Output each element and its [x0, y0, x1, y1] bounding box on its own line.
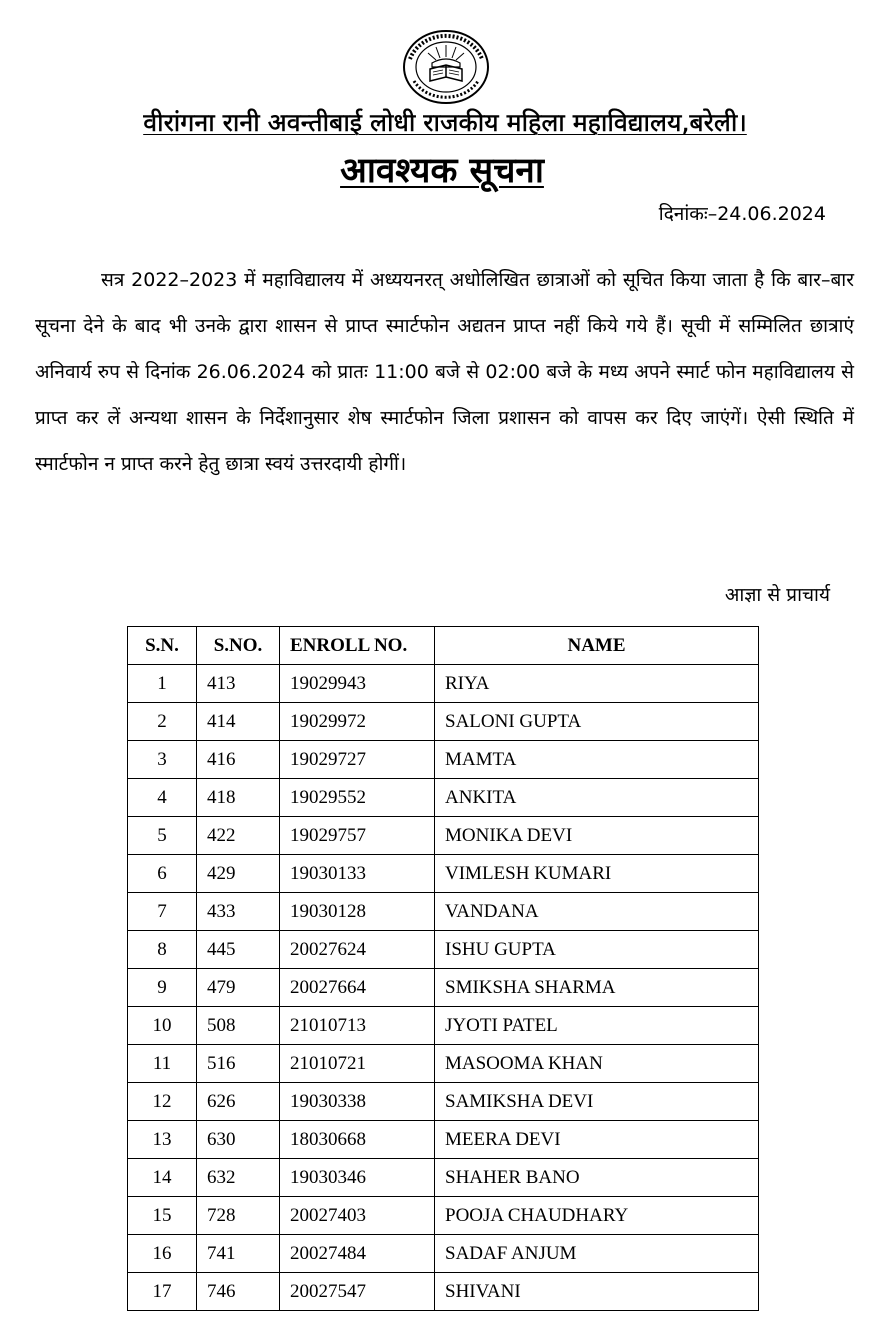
cell-enroll-no: 18030668 [280, 1121, 435, 1159]
cell-enroll-no: 20027403 [280, 1197, 435, 1235]
cell-sn: 16 [128, 1235, 197, 1273]
header-name: NAME [435, 627, 759, 665]
cell-name: ANKITA [435, 779, 759, 817]
cell-enroll-no: 19029757 [280, 817, 435, 855]
cell-name: ISHU GUPTA [435, 931, 759, 969]
cell-sno: 422 [197, 817, 280, 855]
college-name [60, 106, 830, 140]
table-header-row [128, 627, 759, 665]
cell-sno: 626 [197, 1083, 280, 1121]
cell-sn: 4 [128, 779, 197, 817]
cell-enroll-no: 19030128 [280, 893, 435, 931]
cell-sno: 508 [197, 1007, 280, 1045]
table-row [128, 893, 759, 931]
cell-enroll-no: 19030346 [280, 1159, 435, 1197]
cell-sno: 413 [197, 665, 280, 703]
table-row [128, 1159, 759, 1197]
cell-sn: 5 [128, 817, 197, 855]
cell-name: SADAF ANJUM [435, 1235, 759, 1273]
cell-name: VANDANA [435, 893, 759, 931]
cell-name: MASOOMA KHAN [435, 1045, 759, 1083]
table-row [128, 1007, 759, 1045]
cell-sn: 3 [128, 741, 197, 779]
cell-name: SHIVANI [435, 1273, 759, 1311]
notice-paragraph: सत्र 2022–2023 में महाविद्यालय में अध्ययनरत् अधोलिखित छात्राओं को सूचित किया जाता है कि बार–बार सूचना देने के बाद भी उनके द्वारा शासन से प्राप्त स्मार्टफोन अद्यतन प्राप्त नहीं किये गये हैं। सूची में सम्मिलित छात्राएं अनिवार्य रुप से दिनांक 26.06.2024 को प्रातः 11:00 बजे से 02:00 बजे के मध्य अपने स्मार्ट फोन महाविद्यालय से प्राप्त कर लें अन्यथा शासन के निर्देशानुसार शेष स्मार्टफोन जिला प्रशासन को वापस कर दिए जाएंगें। ऐसी स्थिति में स्मार्टफोन न प्राप्त करने हेतु छात्रा स्वयं उत्तरदायी होगीं। [35, 269, 854, 475]
college-name-text: वीरांगना रानी अवन्तीबाई लोधी राजकीय महिला महाविद्यालय,बरेली। [143, 108, 747, 137]
cell-sn: 11 [128, 1045, 197, 1083]
cell-sno: 414 [197, 703, 280, 741]
table-row [128, 665, 759, 703]
header-sn: S.N. [128, 627, 197, 665]
cell-sn: 13 [128, 1121, 197, 1159]
table-row [128, 1121, 759, 1159]
table-row [128, 969, 759, 1007]
cell-sno: 429 [197, 855, 280, 893]
cell-name: MONIKA DEVI [435, 817, 759, 855]
cell-sno: 632 [197, 1159, 280, 1197]
cell-sn: 15 [128, 1197, 197, 1235]
cell-sn: 12 [128, 1083, 197, 1121]
cell-enroll-no: 19029943 [280, 665, 435, 703]
cell-sn: 14 [128, 1159, 197, 1197]
notice-title-text: आवश्यक सूचना [340, 151, 544, 191]
cell-name: SMIKSHA SHARMA [435, 969, 759, 1007]
cell-sno: 416 [197, 741, 280, 779]
cell-sno: 479 [197, 969, 280, 1007]
cell-enroll-no: 20027484 [280, 1235, 435, 1273]
cell-enroll-no: 20027664 [280, 969, 435, 1007]
cell-enroll-no: 20027624 [280, 931, 435, 969]
cell-sno: 728 [197, 1197, 280, 1235]
cell-enroll-no: 19030133 [280, 855, 435, 893]
cell-sn: 8 [128, 931, 197, 969]
table-row [128, 741, 759, 779]
college-seal-logo [402, 29, 490, 105]
cell-name: SHAHER BANO [435, 1159, 759, 1197]
table-row [128, 817, 759, 855]
cell-sno: 741 [197, 1235, 280, 1273]
cell-sn: 7 [128, 893, 197, 931]
cell-name: SAMIKSHA DEVI [435, 1083, 759, 1121]
cell-sn: 17 [128, 1273, 197, 1311]
principal-signature: आज्ञा से प्राचार्य [724, 584, 830, 606]
cell-name: JYOTI PATEL [435, 1007, 759, 1045]
cell-enroll-no: 19029972 [280, 703, 435, 741]
cell-sn: 1 [128, 665, 197, 703]
cell-sno: 445 [197, 931, 280, 969]
cell-sn: 6 [128, 855, 197, 893]
table-row [128, 1197, 759, 1235]
cell-sno: 746 [197, 1273, 280, 1311]
table-body [128, 665, 759, 1311]
table-row [128, 779, 759, 817]
cell-name: VIMLESH KUMARI [435, 855, 759, 893]
cell-sn: 2 [128, 703, 197, 741]
cell-sno: 433 [197, 893, 280, 931]
cell-sno: 516 [197, 1045, 280, 1083]
table-row [128, 931, 759, 969]
cell-enroll-no: 20027547 [280, 1273, 435, 1311]
table-row [128, 1045, 759, 1083]
cell-sn: 9 [128, 969, 197, 1007]
notice-date: दिनांकः–24.06.2024 [658, 203, 826, 225]
cell-enroll-no: 19029552 [280, 779, 435, 817]
student-table [127, 626, 759, 1311]
cell-name: MAMTA [435, 741, 759, 779]
cell-sno: 418 [197, 779, 280, 817]
header-enroll-no: ENROLL NO. [280, 627, 435, 665]
table-row [128, 703, 759, 741]
header-sno: S.NO. [197, 627, 280, 665]
cell-name: RIYA [435, 665, 759, 703]
cell-name: MEERA DEVI [435, 1121, 759, 1159]
table-row [128, 1273, 759, 1311]
cell-sno: 630 [197, 1121, 280, 1159]
notice-title [0, 148, 884, 194]
table-row [128, 1083, 759, 1121]
table-row [128, 855, 759, 893]
cell-sn: 10 [128, 1007, 197, 1045]
cell-enroll-no: 21010721 [280, 1045, 435, 1083]
cell-enroll-no: 21010713 [280, 1007, 435, 1045]
cell-name: POOJA CHAUDHARY [435, 1197, 759, 1235]
cell-enroll-no: 19029727 [280, 741, 435, 779]
cell-name: SALONI GUPTA [435, 703, 759, 741]
table-row [128, 1235, 759, 1273]
cell-enroll-no: 19030338 [280, 1083, 435, 1121]
